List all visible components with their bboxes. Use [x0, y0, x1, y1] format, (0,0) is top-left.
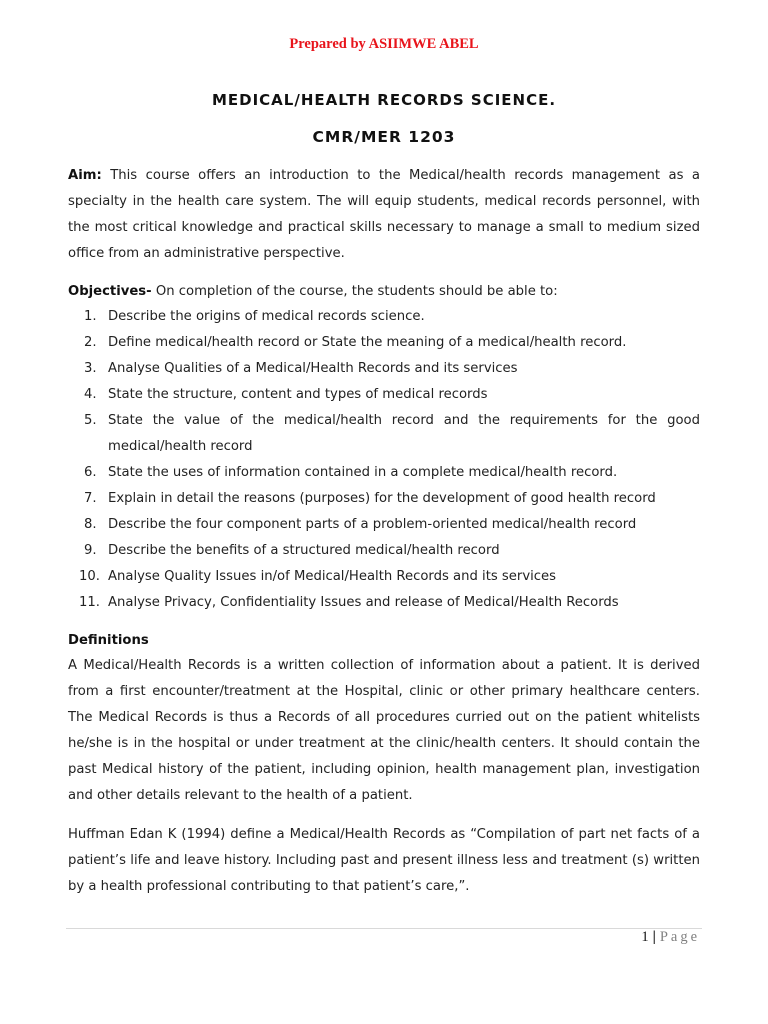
list-item-text: Describe the origins of medical records science. — [108, 309, 425, 324]
page-number: 1 — [641, 929, 649, 945]
list-item — [68, 304, 700, 330]
objectives-intro — [68, 279, 700, 305]
list-item-number: 10. — [79, 569, 100, 584]
footer-divider — [66, 928, 702, 929]
list-item-text: Describe the benefits of a structured medical/health record — [108, 543, 500, 558]
aim-text: This course offers an introduction to the Medical/health records management as a specialty in the health care system. The will equip students, medical records personnel, with the most critical knowledge and practical skills necessary to manage a small to medium sized office from an administrative perspective. — [68, 168, 700, 261]
list-item — [68, 590, 700, 616]
definitions-heading: Definitions — [68, 633, 149, 648]
list-item-text: Define medical/health record or State the meaning of a medical/health record. — [108, 335, 627, 350]
list-item-number: 11. — [79, 595, 100, 610]
list-item-text: State the uses of information contained in a complete medical/health record. — [108, 465, 618, 480]
list-item — [68, 538, 700, 564]
objectives-intro-text: On completion of the course, the students should be able to: — [151, 284, 558, 299]
list-item-number: 3. — [84, 361, 97, 376]
list-item-text: Analyse Privacy, Confidentiality Issues and release of Medical/Health Records — [108, 595, 619, 610]
aim-paragraph — [68, 163, 700, 267]
list-item-number: 1. — [84, 309, 97, 324]
course-title: MEDICAL/HEALTH RECORDS SCIENCE. — [211, 91, 557, 109]
list-item — [68, 408, 700, 460]
definition-paragraph-1: A Medical/Health Records is a written collection of information about a patient. It is derived from a first encounter/treatment at the Hospital, clinic or other primary healthcare centers. The Medical Records is thus a Records of all procedures curried out on the patient whitelists he/she is in the hospital or under treatment at the clinic/health centers. It should contain the past Medical history of the patient, including opinion, health management plan, investigation and other details relevant to the health of a patient. — [68, 658, 700, 803]
page-footer — [641, 929, 700, 946]
list-item-text: State the value of the medical/health record and the requirements for the good medical/health record — [108, 413, 700, 454]
page-label: Page — [659, 929, 700, 945]
definition-paragraph-2: Huffman Edan K (1994) define a Medical/Health Records as “Compilation of part net facts of a patient’s life and leave history. Including past and present illness less and treatment (s) written by a health professional contributing to that patient’s care,”. — [68, 827, 700, 894]
list-item-number: 4. — [84, 387, 97, 402]
course-code: CMR/MER 1203 — [312, 128, 456, 146]
list-item-number: 2. — [84, 335, 97, 350]
list-item-text: Analyse Quality Issues in/of Medical/Health Records and its services — [108, 569, 557, 584]
list-item — [68, 330, 700, 356]
list-item — [68, 486, 700, 512]
page-separator: | — [652, 929, 656, 945]
list-item-number: 7. — [84, 491, 97, 506]
objectives-label: Objectives- — [68, 284, 152, 299]
list-item-text: Analyse Qualities of a Medical/Health Records and its services — [108, 361, 518, 376]
list-item-text: Describe the four component parts of a problem-oriented medical/health record — [108, 517, 637, 532]
aim-label: Aim: — [68, 168, 102, 183]
list-item — [68, 356, 700, 382]
list-item — [68, 382, 700, 408]
list-item-number: 9. — [84, 543, 97, 558]
objectives-list — [68, 304, 700, 616]
list-item-number: 6. — [84, 465, 97, 480]
prepared-by-line: Prepared by ASIIMWE ABEL — [289, 36, 479, 52]
list-item — [68, 460, 700, 486]
list-item-number: 8. — [84, 517, 97, 532]
list-item-number: 5. — [84, 413, 97, 428]
list-item-text: Explain in detail the reasons (purposes) for the development of good health record — [108, 491, 656, 506]
list-item — [68, 564, 700, 590]
list-item — [68, 512, 700, 538]
list-item-text: State the structure, content and types of medical records — [108, 387, 488, 402]
